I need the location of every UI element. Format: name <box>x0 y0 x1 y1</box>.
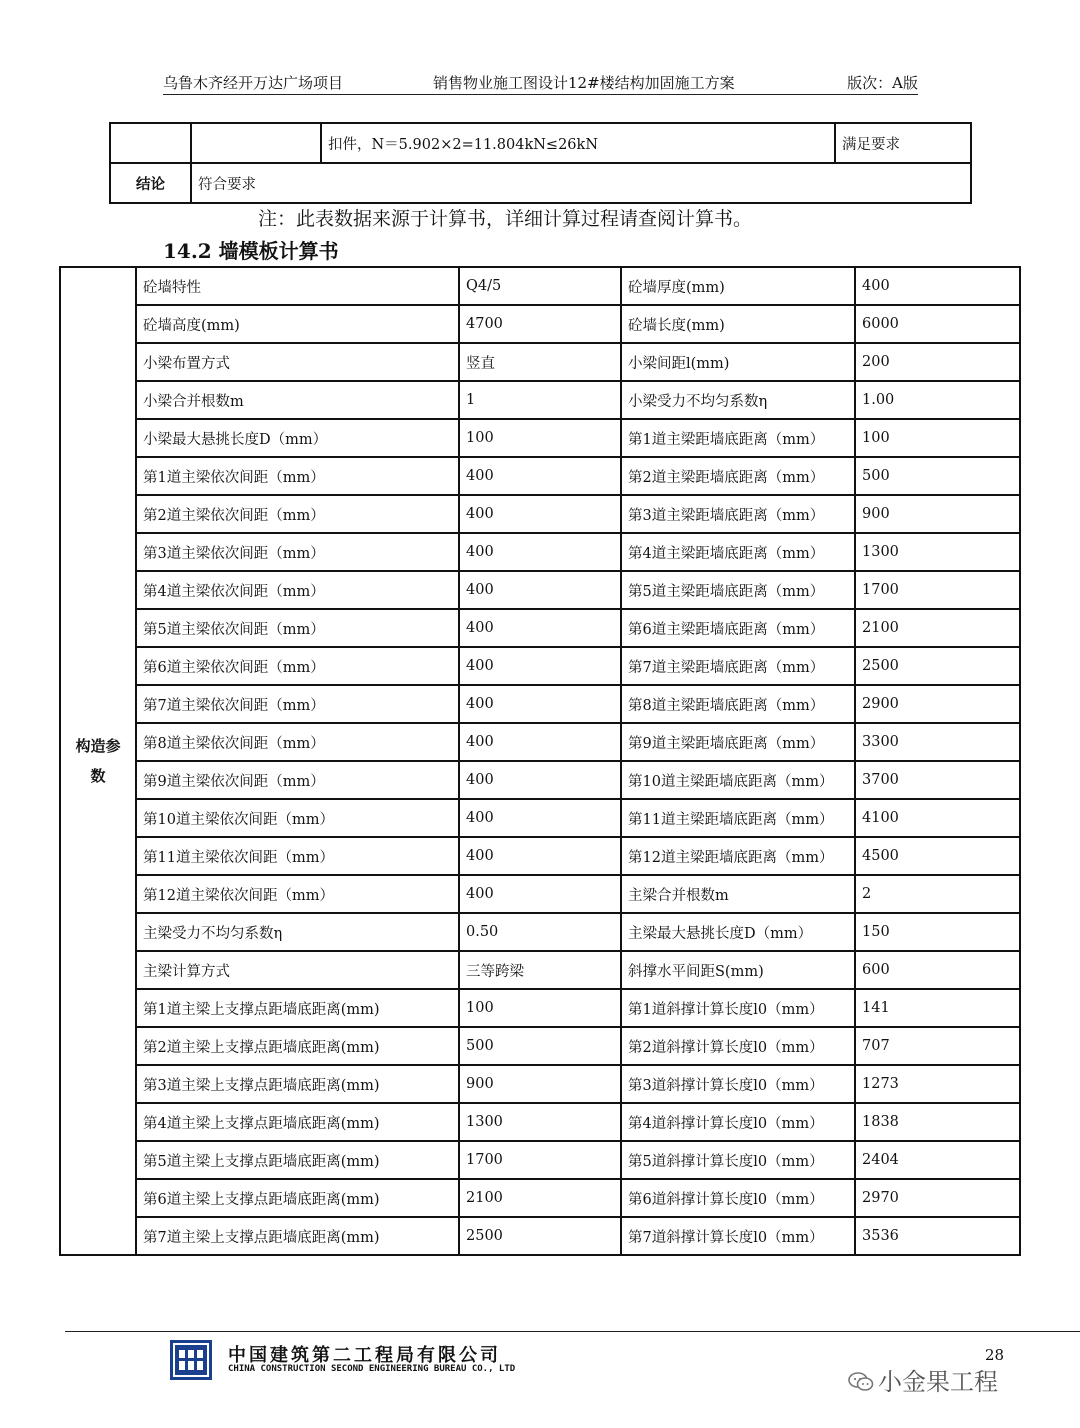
conclusion-label: 结论 <box>110 163 191 203</box>
param-label: 砼墙长度(mm) <box>621 305 855 343</box>
cscec-logo-icon <box>170 1340 212 1380</box>
watermark-text: 小金果工程 <box>878 1368 998 1396</box>
param-value: 400 <box>459 799 621 837</box>
param-value: 400 <box>459 457 621 495</box>
param-value: 400 <box>459 761 621 799</box>
param-label: 小梁最大悬挑长度D（mm） <box>136 419 459 457</box>
param-value: 3300 <box>855 723 1020 761</box>
table-row <box>60 1103 1020 1141</box>
table-row <box>60 951 1020 989</box>
side-label: 构造参数 <box>60 267 136 1255</box>
param-value: 500 <box>855 457 1020 495</box>
table-cell <box>110 123 191 163</box>
param-label: 第1道主梁距墙底距离（mm） <box>621 419 855 457</box>
param-value: 2900 <box>855 685 1020 723</box>
param-value: 三等跨梁 <box>459 951 621 989</box>
param-value: 400 <box>459 837 621 875</box>
table-row <box>60 1141 1020 1179</box>
param-value: 100 <box>855 419 1020 457</box>
page-number: 28 <box>985 1346 1005 1364</box>
param-label: 第9道主梁依次间距（mm） <box>136 761 459 799</box>
param-value: 400 <box>459 495 621 533</box>
table-row <box>60 457 1020 495</box>
section-title: 14.2 墙模板计算书 <box>163 239 339 263</box>
param-label: 斜撑水平间距S(mm) <box>621 951 855 989</box>
table-row <box>60 913 1020 951</box>
param-value: 900 <box>459 1065 621 1103</box>
param-label: 第3道主梁依次间距（mm） <box>136 533 459 571</box>
table-row <box>60 1065 1020 1103</box>
param-label: 第3道主梁距墙底距离（mm） <box>621 495 855 533</box>
table-row <box>60 381 1020 419</box>
param-value: 0.50 <box>459 913 621 951</box>
table-row <box>60 343 1020 381</box>
param-value: 400 <box>855 267 1020 305</box>
param-label: 第6道主梁依次间距（mm） <box>136 647 459 685</box>
param-label: 砼墙高度(mm) <box>136 305 459 343</box>
param-label: 第12道主梁依次间距（mm） <box>136 875 459 913</box>
param-value: 1300 <box>459 1103 621 1141</box>
param-value: 1273 <box>855 1065 1020 1103</box>
param-label: 第10道主梁依次间距（mm） <box>136 799 459 837</box>
param-label: 第1道主梁依次间距（mm） <box>136 457 459 495</box>
wechat-icon <box>848 1371 874 1393</box>
param-label: 砼墙特性 <box>136 267 459 305</box>
param-label: 主梁受力不均匀系数η <box>136 913 459 951</box>
param-label: 第7道主梁依次间距（mm） <box>136 685 459 723</box>
param-label: 第7道主梁上支撑点距墙底距离(mm) <box>136 1217 459 1255</box>
param-value: 2404 <box>855 1141 1020 1179</box>
param-label: 第11道主梁距墙底距离（mm） <box>621 799 855 837</box>
param-label: 第6道斜撑计算长度l0（mm） <box>621 1179 855 1217</box>
param-value: Q4/5 <box>459 267 621 305</box>
param-value: 400 <box>459 875 621 913</box>
param-value: 3536 <box>855 1217 1020 1255</box>
table-cell <box>191 123 321 163</box>
param-label: 第4道斜撑计算长度l0（mm） <box>621 1103 855 1141</box>
param-value: 1700 <box>459 1141 621 1179</box>
param-label: 第6道主梁上支撑点距墙底距离(mm) <box>136 1179 459 1217</box>
param-value: 400 <box>459 533 621 571</box>
param-label: 砼墙厚度(mm) <box>621 267 855 305</box>
table-row <box>60 989 1020 1027</box>
param-value: 400 <box>459 647 621 685</box>
page-header <box>163 68 918 95</box>
table-row <box>60 647 1020 685</box>
check-result-table <box>109 122 972 204</box>
param-label: 主梁最大悬挑长度D（mm） <box>621 913 855 951</box>
company-name-en: CHINA CONSTRUCTION SECOND ENGINEERING BUREAU CO., LTD <box>228 1364 516 1374</box>
header-version: 版次：A版 <box>847 74 918 92</box>
param-label: 小梁布置方式 <box>136 343 459 381</box>
param-label: 第9道主梁距墙底距离（mm） <box>621 723 855 761</box>
param-label: 小梁间距l(mm) <box>621 343 855 381</box>
param-label: 第2道主梁依次间距（mm） <box>136 495 459 533</box>
table-cell: 满足要求 <box>835 123 971 163</box>
param-label: 第6道主梁距墙底距离（mm） <box>621 609 855 647</box>
param-label: 第8道主梁距墙底距离（mm） <box>621 685 855 723</box>
param-label: 第4道主梁上支撑点距墙底距离(mm) <box>136 1103 459 1141</box>
table-row <box>110 123 971 163</box>
table-cell: 扣件，N＝5.902×2=11.804kN≤26kN <box>321 123 835 163</box>
param-value: 400 <box>459 685 621 723</box>
params-table-body <box>60 267 1020 1255</box>
param-label: 第5道主梁距墙底距离（mm） <box>621 571 855 609</box>
param-value: 141 <box>855 989 1020 1027</box>
header-project: 乌鲁木齐经开万达广场项目 <box>163 74 344 92</box>
param-label: 第2道斜撑计算长度l0（mm） <box>621 1027 855 1065</box>
param-label: 第3道斜撑计算长度l0（mm） <box>621 1065 855 1103</box>
wall-formwork-params-table <box>59 266 1021 1256</box>
param-label: 第2道主梁距墙底距离（mm） <box>621 457 855 495</box>
param-value: 3700 <box>855 761 1020 799</box>
param-value: 2 <box>855 875 1020 913</box>
param-value: 100 <box>459 989 621 1027</box>
param-value: 6000 <box>855 305 1020 343</box>
param-value: 400 <box>459 609 621 647</box>
param-value: 2500 <box>459 1217 621 1255</box>
param-value: 150 <box>855 913 1020 951</box>
param-value: 2500 <box>855 647 1020 685</box>
param-value: 1 <box>459 381 621 419</box>
param-label: 第7道主梁距墙底距离（mm） <box>621 647 855 685</box>
param-label: 主梁计算方式 <box>136 951 459 989</box>
table-row <box>60 533 1020 571</box>
table-row <box>60 685 1020 723</box>
param-value: 900 <box>855 495 1020 533</box>
footer-divider <box>65 1331 1080 1332</box>
table-note: 注：此表数据来源于计算书，详细计算过程请查阅计算书。 <box>258 208 753 230</box>
table-row <box>60 305 1020 343</box>
param-label: 第7道斜撑计算长度l0（mm） <box>621 1217 855 1255</box>
param-value: 400 <box>459 571 621 609</box>
param-label: 小梁受力不均匀系数η <box>621 381 855 419</box>
table-row <box>60 419 1020 457</box>
param-value: 4700 <box>459 305 621 343</box>
param-label: 第10道主梁距墙底距离（mm） <box>621 761 855 799</box>
param-value: 600 <box>855 951 1020 989</box>
param-value: 707 <box>855 1027 1020 1065</box>
param-value: 1300 <box>855 533 1020 571</box>
param-label: 第12道主梁距墙底距离（mm） <box>621 837 855 875</box>
param-value: 2100 <box>855 609 1020 647</box>
param-value: 1700 <box>855 571 1020 609</box>
param-label: 第11道主梁依次间距（mm） <box>136 837 459 875</box>
table-row <box>60 799 1020 837</box>
param-value: 1838 <box>855 1103 1020 1141</box>
param-value: 竖直 <box>459 343 621 381</box>
param-label: 第4道主梁依次间距（mm） <box>136 571 459 609</box>
param-label: 第5道斜撑计算长度l0（mm） <box>621 1141 855 1179</box>
param-label: 第3道主梁上支撑点距墙底距离(mm) <box>136 1065 459 1103</box>
table-row <box>60 495 1020 533</box>
table-row <box>60 723 1020 761</box>
param-value: 100 <box>459 419 621 457</box>
param-value: 500 <box>459 1027 621 1065</box>
table-row <box>60 267 1020 305</box>
param-label: 第1道主梁上支撑点距墙底距离(mm) <box>136 989 459 1027</box>
param-value: 4100 <box>855 799 1020 837</box>
param-value: 2970 <box>855 1179 1020 1217</box>
param-label: 第1道斜撑计算长度l0（mm） <box>621 989 855 1027</box>
param-label: 第4道主梁距墙底距离（mm） <box>621 533 855 571</box>
table-row <box>60 1027 1020 1065</box>
param-value: 4500 <box>855 837 1020 875</box>
param-value: 400 <box>459 723 621 761</box>
table-row <box>60 761 1020 799</box>
header-doc-title: 销售物业施工图设计12#楼结构加固施工方案 <box>433 74 735 92</box>
param-label: 主梁合并根数m <box>621 875 855 913</box>
watermark <box>848 1362 998 1397</box>
param-value: 1.00 <box>855 381 1020 419</box>
table-row <box>60 571 1020 609</box>
table-row <box>60 875 1020 913</box>
param-label: 第5道主梁依次间距（mm） <box>136 609 459 647</box>
param-label: 小梁合并根数m <box>136 381 459 419</box>
param-value: 200 <box>855 343 1020 381</box>
table-row <box>60 1217 1020 1255</box>
param-label: 第5道主梁上支撑点距墙底距离(mm) <box>136 1141 459 1179</box>
company-name-cn: 中国建筑第二工程局有限公司 <box>228 1345 501 1366</box>
table-row <box>60 1179 1020 1217</box>
param-label: 第2道主梁上支撑点距墙底距离(mm) <box>136 1027 459 1065</box>
table-row <box>110 163 971 203</box>
param-value: 2100 <box>459 1179 621 1217</box>
conclusion-value: 符合要求 <box>191 163 971 203</box>
table-row <box>60 837 1020 875</box>
param-label: 第8道主梁依次间距（mm） <box>136 723 459 761</box>
table-row <box>60 609 1020 647</box>
